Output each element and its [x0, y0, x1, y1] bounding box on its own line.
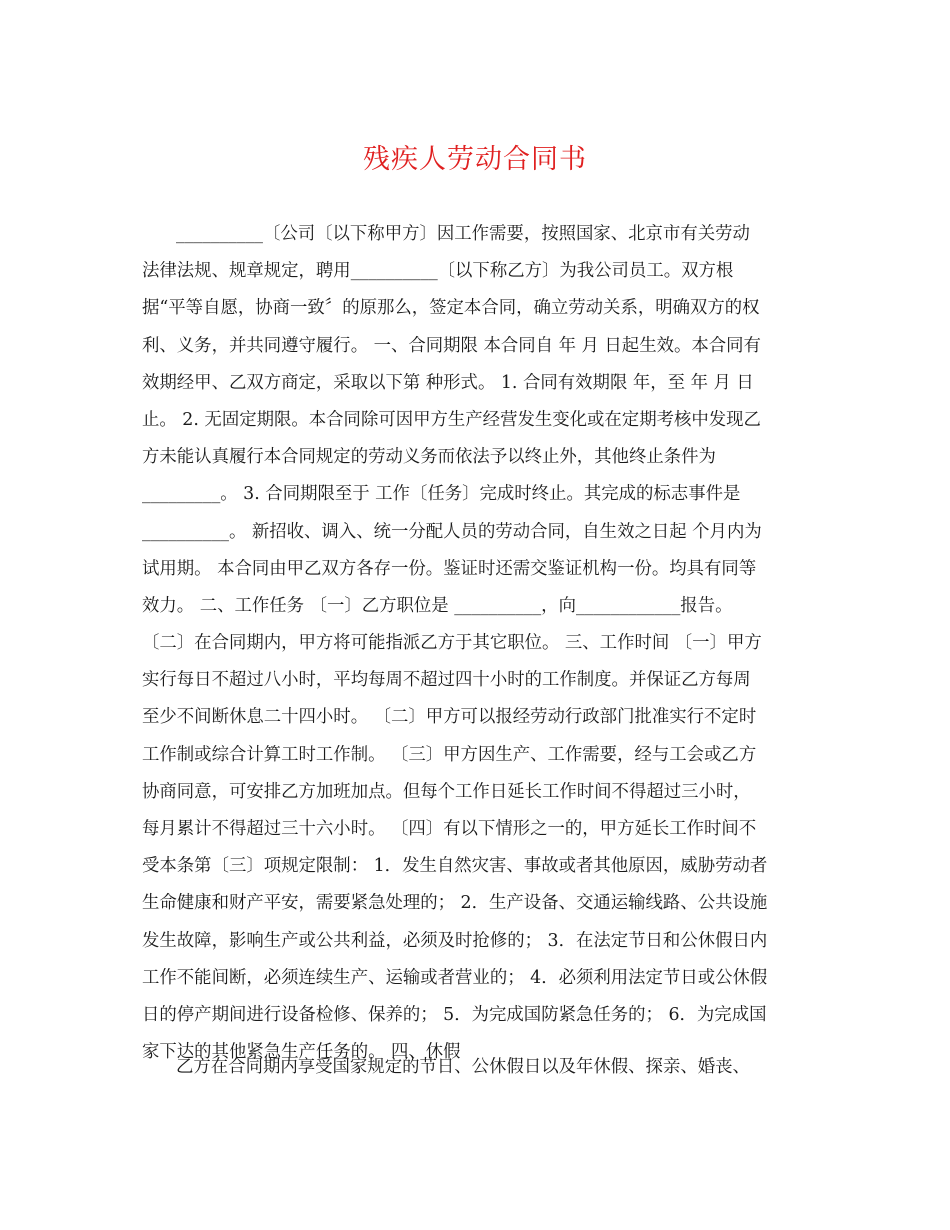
- body-line: 效力。 二、工作任务 〔一〕乙方职位是 __________，向____________报告。: [142, 595, 733, 616]
- body-line: __________。 新招收、调入、统一分配人员的劳动合同，自生效之日起 个月内为: [142, 521, 762, 542]
- body-line: 方未能认真履行本合同规定的劳动义务而依法予以终止外，其他终止条件为: [142, 447, 716, 468]
- body-line: 家下达的其他紧急生产任务的。 四、休假: [142, 1042, 461, 1063]
- body-line: 日的停产期间进行设备检修、保养的； 5．为完成国防紧急任务的； 6．为完成国: [142, 1004, 767, 1025]
- body-line: 止。 2. 无固定期限。本合同除可因甲方生产经营发生变化或在定期考核中发现乙: [142, 409, 761, 430]
- body-line: 每月累计不得超过三十六小时。 〔四〕有以下情形之一的，甲方延长工作时间不: [142, 819, 757, 839]
- body-line: 据“平等自愿，协商一致〞的原那么，签定本合同，确立劳动关系，明确双方的权: [142, 298, 760, 319]
- body-line: 协商同意，可安排乙方加班加点。但每个工作日延长工作时间不得超过三小时，: [142, 781, 751, 802]
- body-line: 利、义务，并共同遵守履行。 一、合同期限 本合同自 年 月 日起生效。本合同有: [142, 335, 761, 356]
- body-line: _________。 3. 合同期限至于 工作〔任务〕完成时终止。其完成的标志事件是: [142, 484, 741, 505]
- body-line: 工作制或综合计算工时工作制。 〔三〕甲方因生产、工作需要，经与工会或乙方: [142, 744, 757, 765]
- body-line: 法律法规、规章规定，聘用__________〔以下称乙方〕为我公司员工。双方根: [142, 261, 734, 282]
- vacation-paragraph: [142, 1049, 812, 1086]
- body-line: 工作不能间断，必须连续生产、运输或者营业的； 4．必须利用法定节日或公休假: [142, 967, 768, 988]
- document-title: 残疾人劳动合同书: [363, 144, 587, 175]
- body-line: 效期经甲、乙双方商定，采取以下第 种形式。 1. 合同有效期限 年，至 年 月 日: [142, 372, 754, 393]
- contract-body: [142, 216, 812, 1071]
- body-line: 生命健康和财产平安，需要紧急处理的； 2．生产设备、交通运输线路、公共设施: [142, 893, 768, 914]
- body-line: 乙方在合同期内享受国家规定的节日、公休假日以及年休假、探亲、婚丧、: [176, 1057, 750, 1077]
- body-line: 实行每日不超过八小时，平均每周不超过四十小时的工作制度。并保证乙方每周: [142, 670, 751, 691]
- body-line: 〔二〕在合同期内，甲方将可能指派乙方于其它职位。 三、工作时间 〔一〕甲方: [142, 633, 762, 654]
- body-line: __________〔公司〔以下称甲方〕因工作需要，按照国家、北京市有关劳动: [176, 224, 750, 244]
- body-line: 试用期。 本合同由甲乙双方各存一份。鉴证时还需交鉴证机构一份。均具有同等: [142, 558, 757, 579]
- body-line: 至少不间断休息二十四小时。 〔二〕甲方可以报经劳动行政部门批准实行不定时: [142, 707, 757, 728]
- body-line: 受本条第〔三〕项规定限制： 1．发生自然灾害、事故或者其他原因，威胁劳动者: [142, 856, 768, 877]
- body-line: 发生故障，影响生产或公共利益，必须及时抢修的； 3．在法定节日和公休假日内: [142, 930, 768, 951]
